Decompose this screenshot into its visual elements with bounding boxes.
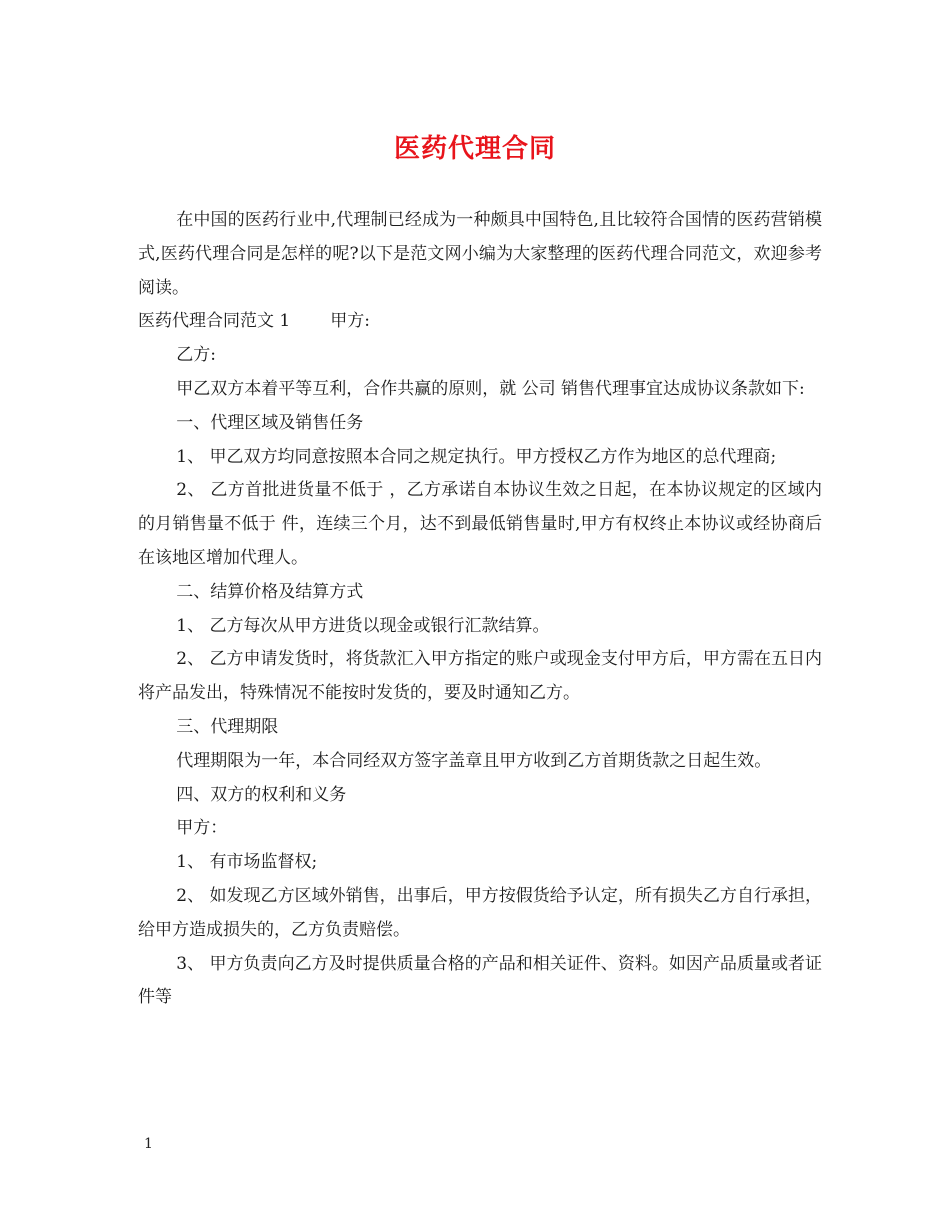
sample-heading-line bbox=[138, 305, 822, 339]
section-4-title: 四、双方的权利和义务 bbox=[176, 784, 347, 805]
section-2-item-2: 2、 乙方申请发货时，将货款汇入甲方指定的账户或现金支付甲方后，甲方需在五日内将产品发出，特殊情况不能按时发货的，要及时通知乙方。 bbox=[138, 649, 822, 704]
intro-paragraph: 在中国的医药行业中,代理制已经成为一种颇具中国特色,且比较符合国情的医药营销模式,医药代理合同是怎样的呢?以下是范文网小编为大家整理的医药代理合同范文，欢迎参考阅读。 bbox=[138, 210, 822, 298]
section-2-title: 二、结算价格及结算方式 bbox=[176, 581, 364, 602]
party-b-line: 乙方: bbox=[176, 345, 216, 366]
section-1-item-1: 1、 甲乙双方均同意按照本合同之规定执行。甲方授权乙方作为地区的总代理商; bbox=[176, 446, 777, 467]
section-4-item-3: 3、 甲方负责向乙方及时提供质量合格的产品和相关证件、资料。如因产品质量或者证件等 bbox=[138, 953, 822, 1008]
section-2-item-1: 1、 乙方每次从甲方进货以现金或银行汇款结算。 bbox=[176, 615, 550, 636]
page-number: 1 bbox=[144, 1136, 153, 1152]
party-a-label: 甲方： bbox=[176, 818, 228, 839]
section-4-item-1: 1、 有市场监督权; bbox=[176, 852, 318, 873]
party-a-header: 甲方: bbox=[330, 311, 370, 332]
section-3-title: 三、代理期限 bbox=[176, 716, 279, 737]
section-1-title: 一、代理区域及销售任务 bbox=[176, 412, 364, 433]
document-title: 医药代理合同 bbox=[393, 134, 556, 164]
sample-heading: 医药代理合同范文 1 bbox=[138, 311, 291, 332]
section-1-item-2: 2、 乙方首批进货量不低于 ，乙方承诺自本协议生效之日起，在本协议规定的区域内的月销售量不低于 件，连续三个月，达不到最低销售量时,甲方有权终止本协议或经协商后在该地区增加代理人。 bbox=[138, 480, 822, 568]
document-body bbox=[138, 204, 822, 1015]
section-3-text: 代理期限为一年，本合同经双方签字盖章且甲方收到乙方首期货款之日起生效。 bbox=[176, 750, 772, 771]
section-4-item-2: 2、 如发现乙方区域外销售，出事后，甲方按假货给予认定，所有损失乙方自行承担，给甲方造成损失的，乙方负责赔偿。 bbox=[138, 885, 822, 940]
preamble-paragraph: 甲乙双方本着平等互利，合作共赢的原则，就 公司 销售代理事宜达成协议条款如下: bbox=[176, 378, 805, 399]
